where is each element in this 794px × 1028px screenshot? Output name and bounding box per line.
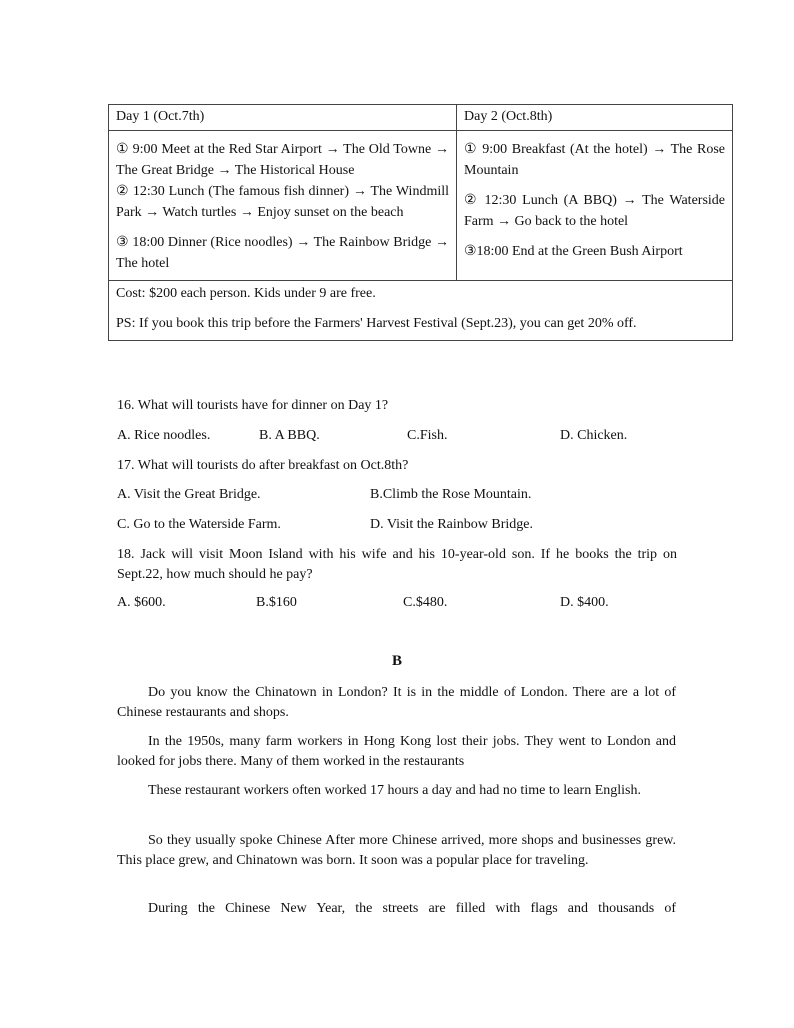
paragraph-1: Do you know the Chinatown in London? It is in the middle of London. There are a lot of Chinese restaurants and shops. bbox=[117, 685, 676, 720]
option-17-c: C. Go to the Waterside Farm. bbox=[117, 517, 281, 532]
option-16-a: A. Rice noodles. bbox=[117, 428, 211, 443]
day2-header: Day 2 (Oct.8th) bbox=[457, 105, 733, 131]
option-18-b: B.$160 bbox=[256, 595, 297, 610]
day1-item-2: ② 12:30 Lunch (The famous fish dinner) → The Windmill Park → Watch turtles → Enjoy sunset on the beach bbox=[116, 184, 449, 220]
option-16-c: C.Fish. bbox=[407, 428, 448, 443]
option-17-b: B.Climb the Rose Mountain. bbox=[370, 487, 532, 502]
day1-schedule bbox=[109, 131, 457, 281]
option-17-a: A. Visit the Great Bridge. bbox=[117, 487, 261, 502]
day1-item-1: ① 9:00 Meet at the Red Star Airport → The Old Towne → The Great Bridge → The Historical House bbox=[116, 142, 449, 178]
question-18: 18. Jack will visit Moon Island with his wife and his 10-year-old son. If he books the trip on Sept.22, how much should he pay? bbox=[117, 547, 677, 582]
cost-text: Cost: $200 each person. Kids under 9 are free. bbox=[116, 286, 376, 301]
day2-item-1: ① 9:00 Breakfast (At the hotel) → The Rose Mountain bbox=[464, 142, 725, 178]
ps-text: PS: If you book this trip before the Farmers' Harvest Festival (Sept.23), you can get 20% off. bbox=[116, 316, 637, 331]
option-16-d: D. Chicken. bbox=[560, 428, 628, 443]
day1-item-3: ③ 18:00 Dinner (Rice noodles) → The Rainbow Bridge → The hotel bbox=[116, 235, 449, 271]
day2-schedule bbox=[457, 131, 733, 281]
paragraph-3: These restaurant workers often worked 17 hours a day and had no time to learn English. bbox=[148, 783, 641, 798]
question-17: 17. What will tourists do after breakfast on Oct.8th? bbox=[117, 458, 409, 473]
question-17-options-row1 bbox=[117, 485, 687, 505]
question-18-options bbox=[117, 593, 687, 613]
cost-cell bbox=[109, 281, 733, 341]
itinerary-table bbox=[108, 104, 733, 341]
day1-header: Day 1 (Oct.7th) bbox=[109, 105, 457, 131]
option-17-d: D. Visit the Rainbow Bridge. bbox=[370, 517, 534, 532]
option-18-d: D. $400. bbox=[560, 595, 609, 610]
option-16-b: B. A BBQ. bbox=[259, 428, 320, 443]
question-17-options-row2 bbox=[117, 515, 687, 535]
paragraph-2: In the 1950s, many farm workers in Hong Kong lost their jobs. They went to London and looked for jobs there. Many of them worked in the restaurants bbox=[117, 734, 676, 769]
paragraph-5: During the Chinese New Year, the streets are filled with flags and thousands of bbox=[148, 901, 676, 916]
day2-item-3: ③18:00 End at the Green Bush Airport bbox=[464, 244, 683, 259]
paragraph-4: So they usually spoke Chinese After more Chinese arrived, more shops and businesses grew. This place grew, and Chinatown was born. It soon was a popular place for traveling. bbox=[117, 833, 676, 868]
section-b-title: B bbox=[391, 653, 402, 669]
question-16-options bbox=[117, 426, 687, 446]
question-16: 16. What will tourists have for dinner on Day 1? bbox=[117, 398, 389, 413]
day2-item-2: ② 12:30 Lunch (A BBQ) → The Waterside Farm → Go back to the hotel bbox=[464, 193, 725, 229]
option-18-a: A. $600. bbox=[117, 595, 166, 610]
option-18-c: C.$480. bbox=[403, 595, 448, 610]
